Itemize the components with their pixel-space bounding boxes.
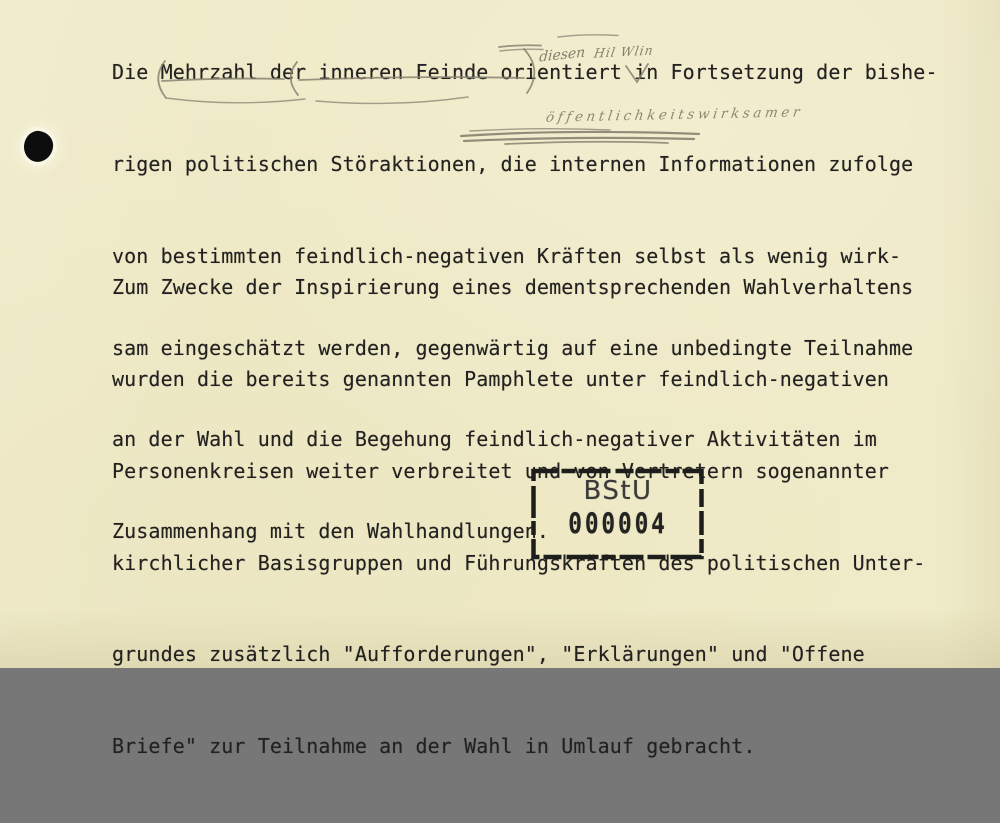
stamp-agency-label: BStU <box>583 476 653 506</box>
typed-line: kirchlicher Basisgruppen und Führungskräften des politischen Unter- <box>112 550 926 575</box>
annotation-illegible-word: Hil Wlin <box>592 42 655 61</box>
typed-line: Briefe" zur Teilnahme an der Wahl in Umlauf gebracht. <box>112 734 756 759</box>
stamp-number: 000004 <box>568 507 668 541</box>
bstu-stamp <box>531 468 705 560</box>
typed-line: von bestimmten feindlich-negativen Kräften selbst als wenig wirk- <box>112 243 902 268</box>
typed-line: grundes zusätzlich "Aufforderungen", "Erklärungen" und "Offene <box>112 642 865 667</box>
typed-line: Die Mehrzahl der inneren Feinde orientiert in Fortsetzung der bishe- <box>112 60 938 85</box>
typed-line: an der Wahl und die Begehung feindlich-negativer Aktivitäten im <box>112 427 877 452</box>
annotation-replacement-phrase: öffentlichkeitswirksamer <box>544 104 805 126</box>
typed-line: Zum Zwecke der Inspirierung eines dementsprechenden Wahlverhaltens <box>112 275 914 300</box>
typed-line: Zusammenhang mit den Wahlhandlungen. <box>112 519 550 544</box>
typed-line: wurden die bereits genannten Pamphlete unter feindlich-negativen <box>112 366 890 391</box>
annotation-inserted-word: diesen <box>538 44 586 66</box>
typed-line: Personenkreisen weiter verbreitet und von Vertretern sogenannter <box>112 458 890 483</box>
hole-punch <box>22 129 55 164</box>
typed-line: rigen politischen Störaktionen, die internen Informationen zufolge <box>112 151 914 176</box>
typed-paragraph-2 <box>112 211 925 823</box>
typed-line: sam eingeschätzt werden, gegenwärtig auf eine unbedingte Teilnahme <box>112 335 914 360</box>
